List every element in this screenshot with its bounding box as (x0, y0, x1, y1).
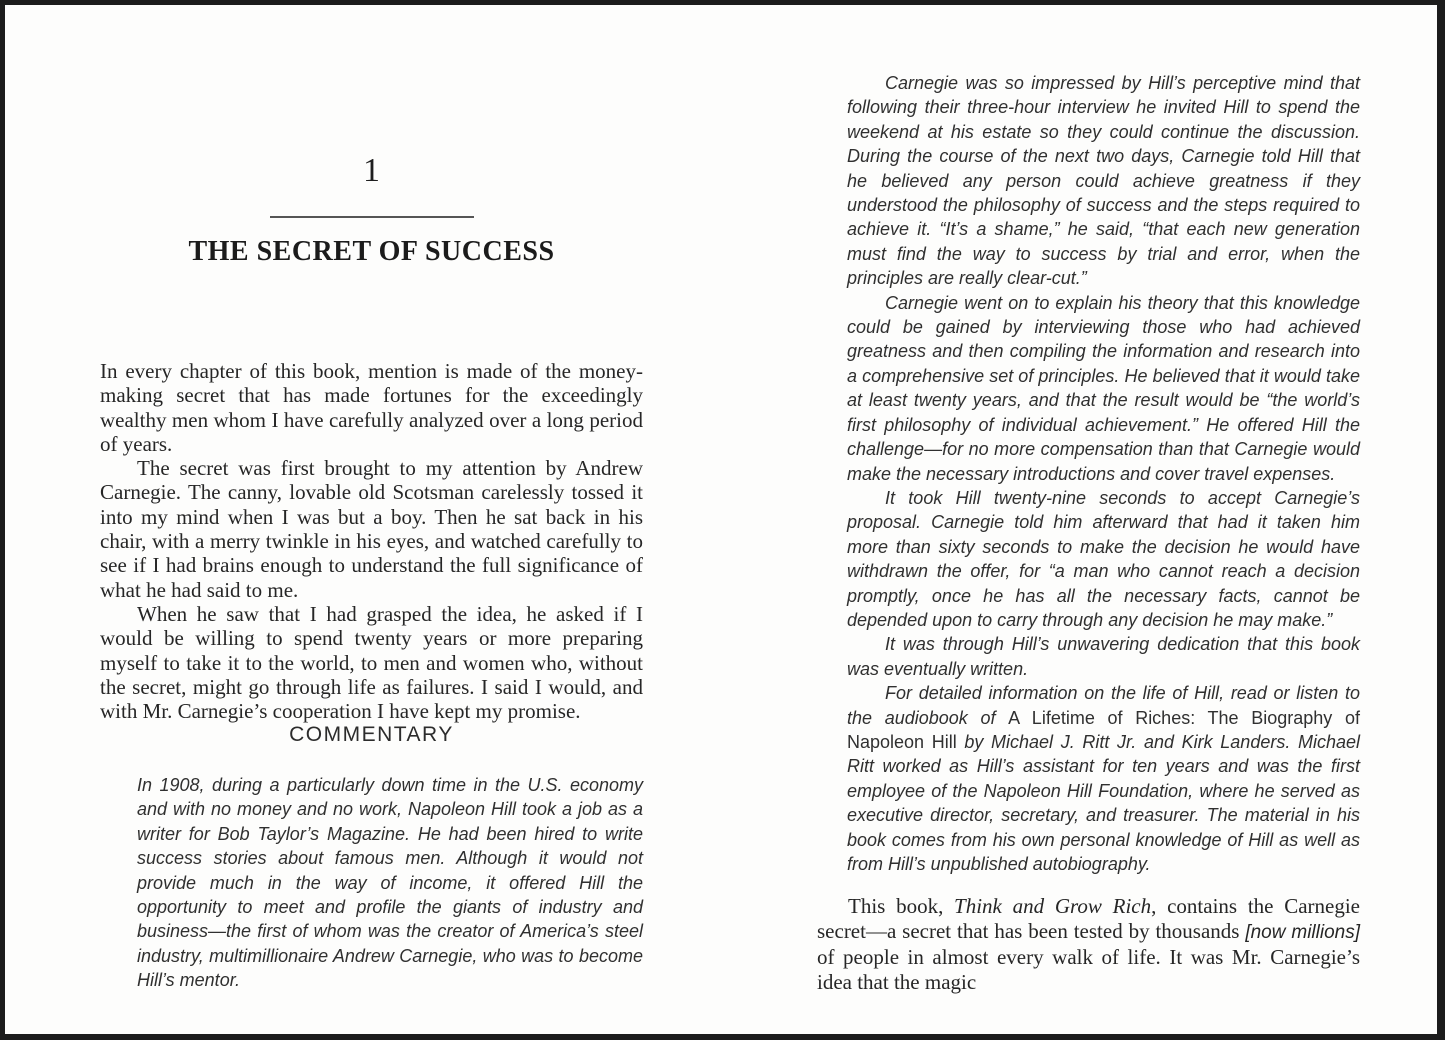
closing-paragraph (817, 894, 1360, 994)
body-paragraph: The secret was first brought to my attention by Andrew Carnegie. The canny, lovable old Scotsman carelessly tossed it into my mind when I was but a boy. Then he sat back in his chair, with a merry twinkle in his eyes, and watched carefully to see if I had brains enough to understand the full significance of what he had said to me. (100, 456, 643, 602)
commentary-paragraph: Carnegie was so impressed by Hill’s perceptive mind that following their three-hour interview he invited Hill to spend the weekend at his estate so they could continue the discussion. During the course of the next two days, Carnegie told Hill that he believed any person could achieve greatness if they understood the philosophy of success and the steps required to achieve it. “It’s a shame,” he said, “that each new generation must find the way to success by trial and error, when the principles are really clear-cut.” (847, 73, 1360, 289)
audiobook-pre-text: For detailed information on the life of Hill, read or listen to the audiobook of (847, 683, 1360, 728)
commentary-paragraph: In 1908, during a particularly down time in the U.S. economy and with no money and no work, Napoleon Hill took a job as a writer for Bob Taylor’s Magazine. He had been hired to write success stories about famous men. Although it would not provide much in the way of income, it offered Hill the opportunity to meet and profile the giants of industry and business—the first of whom was the creator of America’s steel industry, multimillionaire Andrew Carnegie, who was to become Hill’s mentor. (137, 775, 643, 991)
left-body-text (100, 359, 643, 723)
closing-pre-text: This book, (848, 894, 955, 919)
body-paragraph: In every chapter of this book, mention is made of the money-making secret that has made fortunes for the exceedingly wealthy men whom I have carefully analyzed over a long period of years. (100, 359, 643, 456)
body-paragraph: When he saw that I had grasped the idea, he asked if I would be willing to spend twenty years or more preparing myself to take it to the world, to men and women who, without the secret, might go through life as failures. I said I would, and with Mr. Carnegie’s cooperation I have kept my promise. (100, 601, 643, 724)
chapter-divider-rule (270, 216, 474, 218)
chapter-number: 1 (363, 152, 380, 189)
bracket-insert: [now millions] (1245, 921, 1360, 943)
left-commentary-block (137, 773, 643, 993)
chapter-title: THE SECRET OF SUCCESS (188, 236, 555, 267)
audiobook-post-text: by Michael J. Ritt Jr. and Kirk Landers. Michael Ritt worked as Hill’s assistant for ten years and was the first employee of the Napoleon Hill Foundation, where he served as executive director, secretary, and treasurer. The material in his book comes from his own personal knowledge of Hill as well as from Hill’s unpublished autobiography. (847, 731, 1361, 874)
closing-mid-text: , contains the Carnegie secret—a secret that has been tested by thousands (817, 894, 1360, 943)
right-page (817, 71, 1360, 994)
audiobook-title-roman: A Lifetime of Riches: The Biography of Napoleon Hill (847, 707, 1360, 752)
closing-post-text: of people in almost every walk of life. It was Mr. Carnegie’s idea that the magic (817, 945, 1360, 994)
commentary-paragraph: It took Hill twenty-nine seconds to accept Carnegie’s proposal. Carnegie told him afterward that had it taken him more than sixty seconds to make the decision he would have withdrawn the offer, for “a man who cannot reach a decision promptly, once he has all the necessary facts, cannot be depended upon to carry through any decision he may make.” (847, 487, 1360, 630)
book-title-italic: Think and Grow Rich (954, 894, 1152, 919)
commentary-paragraph: It was through Hill’s unwavering dedication that this book was eventually written. (847, 634, 1360, 679)
commentary-heading: COMMENTARY (289, 723, 454, 746)
right-commentary-block (817, 71, 1360, 876)
commentary-paragraph: Carnegie went on to explain his theory that this knowledge could be gained by interviewing those who had achieved greatness and then compiling the information and research into a comprehensive set of principles. He believed that it would take at least twenty years, and that the result would be “the world’s first philosophy of individual achievement.” He offered Hill the challenge—for no more compensation than that Carnegie would make the necessary introductions and cover travel expenses. (847, 292, 1360, 484)
audiobook-paragraph (847, 681, 1360, 876)
left-page (100, 5, 643, 1035)
